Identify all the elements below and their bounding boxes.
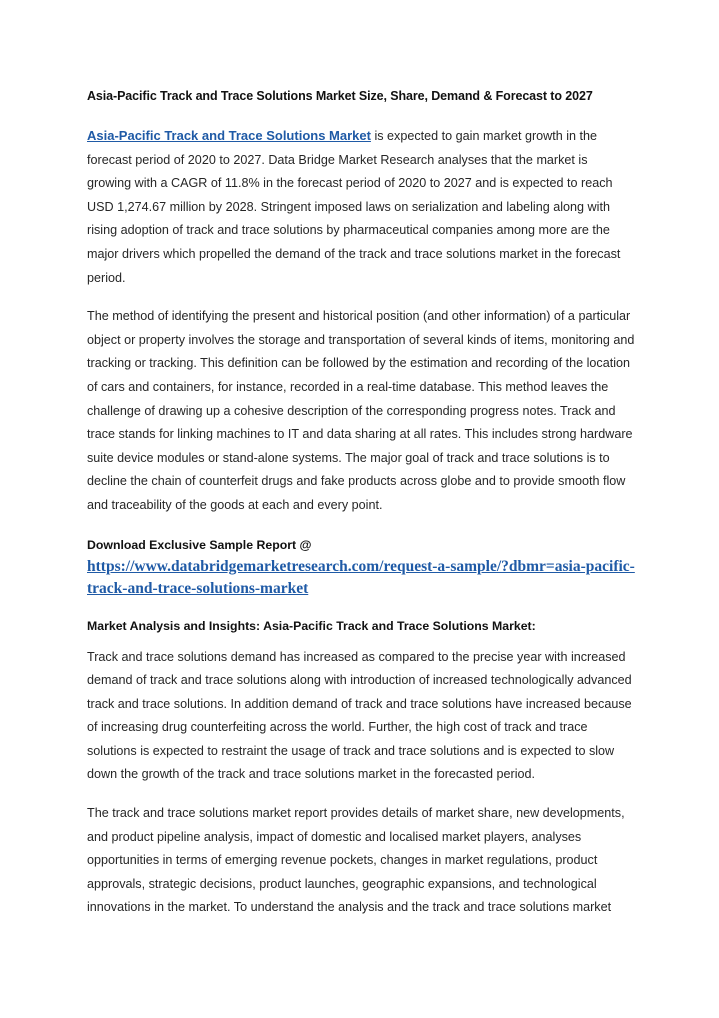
- intro-text: is expected to gain market growth in the forecast period of 2020 to 2027. Data Bridge Market Research analyses that the market is growing with a CAGR of 11.8% in the forecast period of 2020 to 2027 and is expected to reach USD 1,274.67 million by 2028. Stringent imposed laws on serialization and labeling along with rising adoption of track and trace solutions by pharmaceutical companies among more are the major drivers which propelled the demand of the track and trace solutions market in the forecast period.: [87, 129, 621, 285]
- method-paragraph: The method of identifying the present and historical position (and other information) of a particular object or property involves the storage and transportation of several kinds of items, monitoring and tracking or tracking. This definition can be followed by the estimation and recording of the location of cars and containers, for instance, recorded in a real-time database. This method leaves the challenge of drawing up a cohesive description of the corresponding progress notes. Track and trace stands for linking machines to IT and data sharing at all rates. This includes strong hardware suite device modules or stand-alone systems. The major goal of track and trace solutions is to decline the chain of counterfeit drugs and fake products across globe and to provide smooth flow and traceability of the goods at each and every point.: [87, 309, 635, 512]
- analysis-paragraph: Track and trace solutions demand has increased as compared to the precise year with increased demand of track and trace solutions along with introduction of increased technologically advanced track and trace solutions. In addition demand of track and trace solutions have increased because of increasing drug counterfeiting across the world. Further, the high cost of track and trace solutions is expected to restraint the usage of track and trace solutions and is expected to slow down the growth of the track and trace solutions market in the forecasted period.: [87, 649, 632, 782]
- market-report-link[interactable]: Asia-Pacific Track and Trace Solutions Market: [87, 128, 371, 143]
- analysis-heading: Market Analysis and Insights: Asia-Pacific Track and Trace Solutions Market:: [87, 618, 536, 633]
- report-paragraph: The track and trace solutions market report provides details of market share, new developments, and product pipeline analysis, impact of domestic and localised market players, analyses opportunities in terms of emerging revenue pockets, changes in market regulations, product approvals, strategic decisions, product launches, geographic expansions, and technological innovations in the market. To understand the analysis and the track and trace solutions market: [87, 806, 625, 915]
- document-page: [87, 86, 635, 920]
- document-title: Asia-Pacific Track and Trace Solutions Market Size, Share, Demand & Forecast to 2027: [87, 89, 593, 103]
- sample-report-link[interactable]: https://www.databridgemarketresearch.com/request-a-sample/?dbmr=asia-pacific-track-and-trace-solutions-market: [87, 557, 635, 597]
- intro-paragraph: [87, 124, 635, 290]
- download-sample-line: [87, 534, 635, 600]
- download-label: Download Exclusive Sample Report @: [87, 537, 312, 552]
